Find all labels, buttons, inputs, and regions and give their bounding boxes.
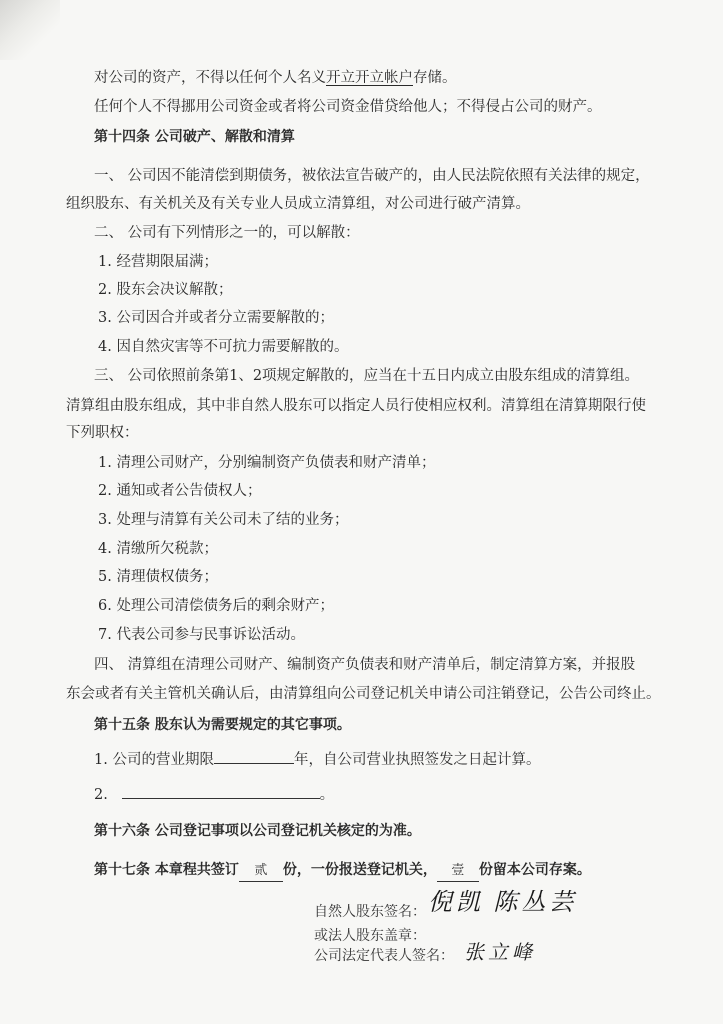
list-item: 1. 经营期限届满； [98,254,218,270]
signature: 张立峰 [464,940,536,964]
blank-field [122,784,320,799]
article-15-heading: 第十五条 股东认为需要规定的其它事项。 [94,717,351,733]
list-item: 3. 处理与清算有关公司未了结的业务； [98,512,349,528]
text-line: 1. 公司的营业期限 年，自公司营业执照签发之日起计算。 [94,749,540,770]
legal-representative-label: 公司法定代表人签名： [314,948,454,964]
list-item: 2. 通知或者公告债权人； [98,483,262,499]
signature: 倪凯 [428,888,484,916]
text-line: 对公司的资产，不得以任何个人名义开立开立帐户存储。 [94,70,457,86]
text-line: 任何个人不得挪用公司资金或者将公司资金借贷给他人；不得侵占公司的财产。 [94,99,602,115]
copies-field: 贰 [239,861,283,882]
natural-shareholder-signatures [428,888,578,916]
legal-shareholder-label: 或法人股东盖章： [314,928,426,944]
list-item: 3. 公司因合并或者分立需要解散的； [98,310,334,326]
article-17-heading: 第十七条 本章程共签订 贰 份，一份报送登记机关， 壹 份留本公司存案。 [94,860,591,882]
text-line: 2. 。 [94,784,334,805]
signature: 陈丛芸 [493,888,578,916]
list-item: 4. 清缴所欠税款； [98,541,218,557]
list-item: 5. 清理债权债务； [98,569,218,585]
text-line: 一、 公司因不能清偿到期债务，被依法宣告破产的，由人民法院依照有关法律的规定， [94,168,650,184]
keep-field: 壹 [437,861,479,882]
list-item: 6. 处理公司清偿债务后的剩余财产； [98,598,334,614]
natural-shareholder-label: 自然人股东签名： [314,904,426,920]
list-item: 7. 代表公司参与民事诉讼活动。 [98,627,305,643]
text-line: 下列职权： [66,425,139,441]
text-line: 二、 公司有下列情形之一的，可以解散： [94,225,360,241]
legal-representative-signature [464,942,536,965]
scan-corner-shadow [0,0,60,60]
text-line: 四、 清算组在清理公司财产、编制资产负债表和财产清单后，制定清算方案，并报股 [94,657,636,673]
list-item: 2. 股东会决议解散； [98,282,233,298]
article-14-heading: 第十四条 公司破产、解散和清算 [94,129,295,145]
list-item: 1. 清理公司财产，分别编制资产负债表和财产清单； [98,455,436,471]
text-line: 三、 公司依照前条第1、2项规定解散的，应当在十五日内成立由股东组成的清算组。 [94,368,640,384]
text-line: 组织股东、有关机关及有关专业人员成立清算组，对公司进行破产清算。 [66,196,530,212]
article-16-heading: 第十六条 公司登记事项以公司登记机关核定的为准。 [94,823,421,839]
text-line: 清算组由股东组成，其中非自然人股东可以指定人员行使相应权利。清算组在清算期限行使 [66,398,646,414]
list-item: 4. 因自然灾害等不可抗力需要解散的。 [98,339,349,355]
text-line: 东会或者有关主管机关确认后，由清算组向公司登记机关申请公司注销登记，公告公司终止。 [66,686,661,702]
blank-field [214,749,294,764]
